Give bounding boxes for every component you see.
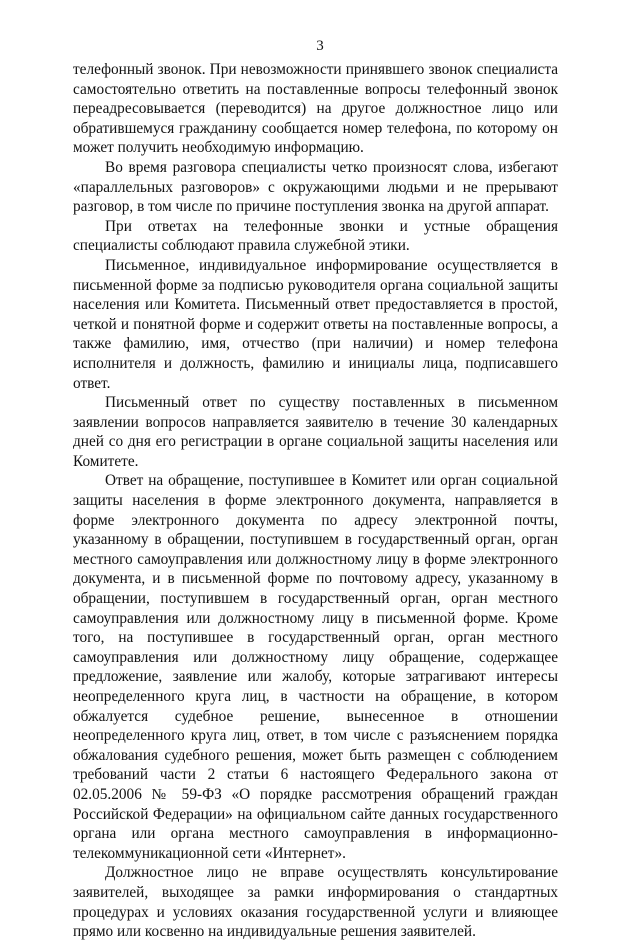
paragraph-written-informing: Письменное, индивидуальное информирование осуществляется в письменной форме за подписью руководителя органа социальной защиты населения или Комитета. Письменный ответ предоставляется в простой, четкой и понятной форме и содержит ответы на поставленные вопросы, а также фамилию, имя, отчество (при наличии) и номер телефона исполнителя и должность, фамилию и инициалы лица, подписавшего ответ. [73,256,558,392]
page-number: 3 [316,38,324,54]
body-text [73,60,558,942]
paragraph-phone-forwarding: телефонный звонок. При невозможности принявшего звонок специалиста самостоятельно ответить на поставленные вопросы телефонный звонок переадресовывается (переводится) на другое должностное лицо или обратившемуся гражданину сообщается номер телефона, по которому он может получить необходимую информацию. [73,61,558,157]
paragraph-conversation-rules: Во время разговора специалисты четко произносят слова, избегают «параллельных разговоров» с окружающими людьми и не прерывают разговор, в том числе по причине поступления звонка на другой аппарат. [73,158,558,216]
paragraph-consulting-limits: Должностное лицо не вправе осуществлять консультирование заявителей, выходящее за рамки информирования о стандартных процедурах и условиях оказания государственной услуги и влияющее прямо или косвенно на индивидуальные решения заявителей. [73,864,558,941]
paragraph-service-ethics: При ответах на телефонные звонки и устные обращения специалисты соблюдают правила служебной этики. [73,217,558,255]
paragraph-answer-deadline: Письменный ответ по существу поставленных в письменном заявлении вопросов направляется заявителю в течение 30 календарных дней со дня его регистрации в органе социальной защиты населения или Комитете. [73,394,558,470]
paragraph-electronic-answer: Ответ на обращение, поступившее в Комитет или орган социальной защиты населения в форме электронного документа, направляется в форме электронного документа по адресу электронной почты, указанному в обращении, поступившем в государственный орган, орган местного самоуправления или должностному лицу в форме электронного документа, и в письменной форме по почтовому адресу, указанному в обращении, поступившем в государственный орган, орган местного самоуправления или должностному лицу в письменной форме. Кроме того, на поступившее в государственный орган, орган местного самоуправления или должностному лицу обращение, содержащее предложение, заявление или жалобу, которые затрагивают интересы неопределенного круга лиц, в частности на обращение, в котором обжалуется судебное решение, вынесенное в отношении неопределенного круга лиц, ответ, в том числе с разъяснением порядка обжалования судебного решения, может быть размещен с соблюдением требований части 2 статьи 6 настоящего Федерального закона от 02.05.2006 № 59-ФЗ «О порядке рассмотрения обращений граждан Российской Федерации» на официальном сайте данных государственного органа или органа местного самоуправления в информационно-телекоммуникационной сети «Интернет». [73,472,558,862]
